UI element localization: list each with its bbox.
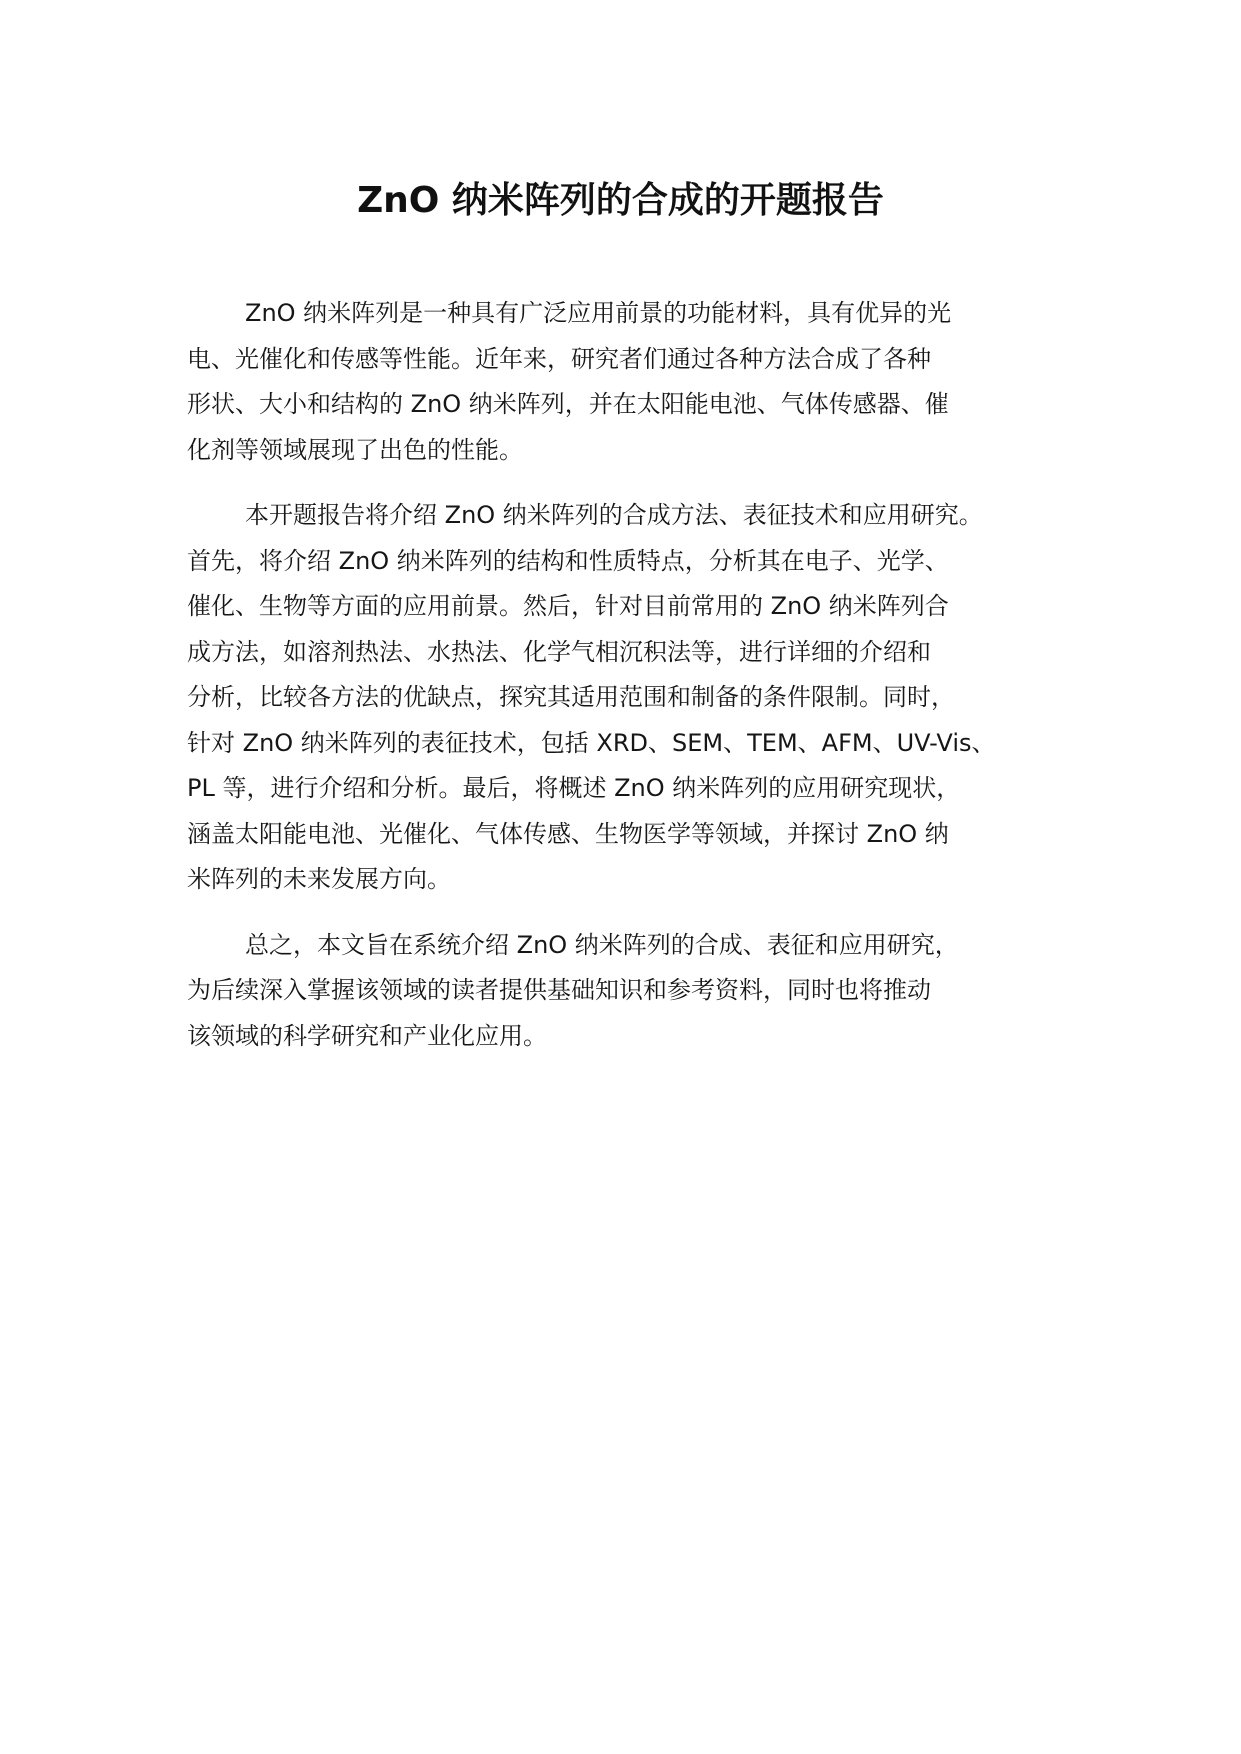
paragraph-line: 首先，将介绍 ZnO 纳米阵列的结构和性质特点，分析其在电子、光学、 xyxy=(187,546,949,575)
paragraph-line: 催化、生物等方面的应用前景。然后，针对目前常用的 ZnO 纳米阵列合 xyxy=(187,592,949,620)
paragraph-1 xyxy=(187,291,1067,473)
paragraph-line: ZnO 纳米阵列是一种具有广泛应用前景的功能材料，具有优异的光 xyxy=(245,299,952,327)
paragraph-line: 化剂等领域展现了出色的性能。 xyxy=(187,435,523,464)
paragraph-line: 涵盖太阳能电池、光催化、气体传感、生物医学等领域，并探讨 ZnO 纳 xyxy=(187,819,949,848)
paragraph-line: 米阵列的未来发展方向。 xyxy=(187,865,451,893)
document-body xyxy=(187,291,1067,1079)
paragraph-2 xyxy=(187,493,1067,903)
paragraph-line: 本开题报告将介绍 ZnO 纳米阵列的合成方法、表征技术和应用研究。 xyxy=(245,501,983,529)
paragraph-3 xyxy=(187,923,1067,1060)
paragraph-line: 针对 ZnO 纳米阵列的表征技术，包括 XRD、SEM、TEM、AFM、UV-Vis、 xyxy=(187,728,996,757)
paragraph-line: PL 等，进行介绍和分析。最后，将概述 ZnO 纳米阵列的应用研究现状， xyxy=(187,774,961,802)
paragraph-line: 分析，比较各方法的优缺点，探究其适用范围和制备的条件限制。同时， xyxy=(187,683,955,711)
paragraph-line: 形状、大小和结构的 ZnO 纳米阵列，并在太阳能电池、气体传感器、催 xyxy=(187,390,949,418)
paragraph-line: 为后续深入掌握该领域的读者提供基础知识和参考资料，同时也将推动 xyxy=(187,976,931,1004)
paragraph-line: 总之，本文旨在系统介绍 ZnO 纳米阵列的合成、表征和应用研究， xyxy=(245,930,959,959)
paragraph-line: 该领域的科学研究和产业化应用。 xyxy=(187,1021,547,1050)
paragraph-line: 成方法，如溶剂热法、水热法、化学气相沉积法等，进行详细的介绍和 xyxy=(187,637,931,666)
paragraph-line: 电、光催化和传感等性能。近年来，研究者们通过各种方法合成了各种 xyxy=(187,344,931,373)
document-title: ZnO 纳米阵列的合成的开题报告 xyxy=(357,180,884,221)
